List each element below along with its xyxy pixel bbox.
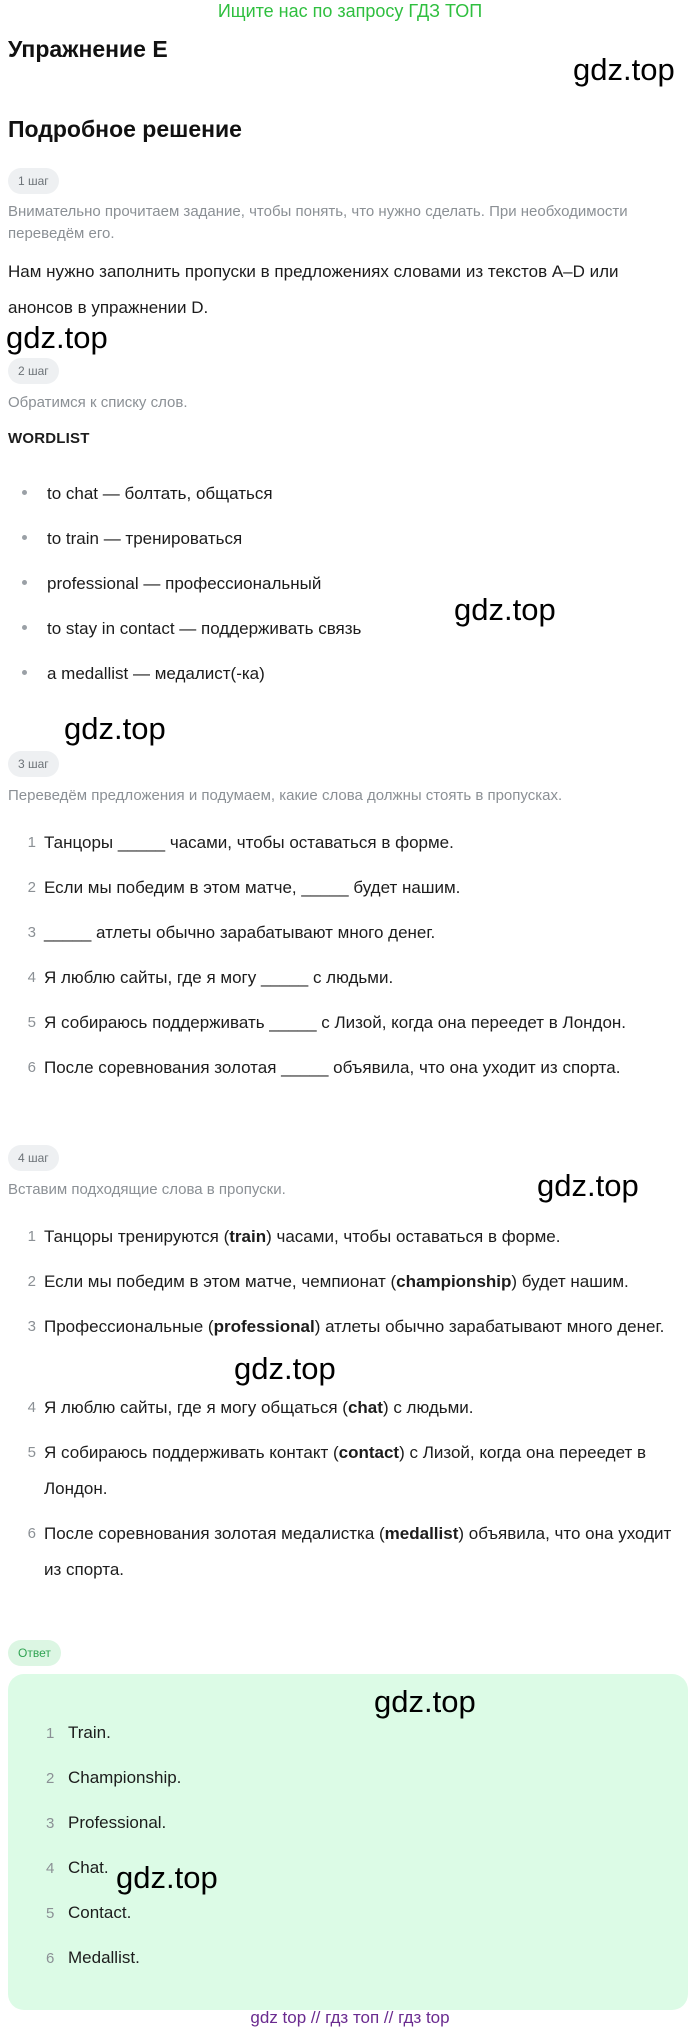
step-3-note: Переведём предложения и подумаем, какие слова должны стоять в пропусках. <box>8 787 563 804</box>
page-title: Упражнение E <box>8 36 168 62</box>
list-item: 1 Танцоры тренируются (train) часами, чтобы оставаться в форме. <box>27 1227 561 1246</box>
step-badge-1: 1 шаг <box>8 168 59 194</box>
answer-badge: Ответ <box>8 1640 61 1666</box>
bullet-icon <box>22 490 27 495</box>
list-item: 5 Я собираюсь поддерживать контакт (contact) с Лизой, когда она переедет в Лондон. <box>27 1443 647 1498</box>
wordlist-title: WORDLIST <box>8 430 90 447</box>
list-item: 2 Если мы победим в этом матче, _____ будет нашим. <box>27 878 461 897</box>
list-item: 5 Я собираюсь поддерживать _____ с Лизой, когда она переедет в Лондон. <box>27 1013 627 1032</box>
watermark: gdz.top <box>116 1860 218 1895</box>
bullet-icon <box>22 580 27 585</box>
wordlist-item: a medallist — медалист(-ка) <box>22 662 265 686</box>
step-1-note: Внимательно прочитаем задание, чтобы понять, что нужно сделать. При необходимости переведём его. <box>8 203 628 242</box>
list-item: 6 После соревнования золотая медалистка (medallist) объявила, что она уходит из спорта. <box>27 1524 672 1579</box>
step-badge-3: 3 шаг <box>8 751 59 777</box>
watermark: gdz.top <box>374 1684 476 1719</box>
answer-item: 5 Contact. <box>46 1903 132 1922</box>
wordlist-item: to stay in contact — поддерживать связь <box>22 617 361 641</box>
answer-item: 1 Train. <box>46 1723 111 1742</box>
wordlist-item: to train — тренироваться <box>22 527 242 551</box>
watermark: gdz.top <box>234 1351 336 1386</box>
list-item: 1 Танцоры _____ часами, чтобы оставаться в форме. <box>27 833 454 852</box>
wordlist-item: to chat — болтать, общаться <box>22 482 273 506</box>
step-2-note: Обратимся к списку слов. <box>8 394 188 411</box>
answer-item: 6 Medallist. <box>46 1948 140 1967</box>
wordlist-item: professional — профессиональный <box>22 572 321 596</box>
list-item: 2 Если мы победим в этом матче, чемпионат (championship) будет нашим. <box>27 1272 629 1291</box>
bullet-icon <box>22 670 27 675</box>
watermark: gdz.top <box>6 320 108 355</box>
list-item: 4 Я люблю сайты, где я могу общаться (chat) с людьми. <box>27 1398 474 1417</box>
watermark: gdz.top <box>573 52 675 87</box>
list-item: 4 Я люблю сайты, где я могу _____ с людьми. <box>27 968 394 987</box>
answer-item: 3 Professional. <box>46 1813 167 1832</box>
bullet-icon <box>22 625 27 630</box>
list-item: 6 После соревнования золотая _____ объявила, что она уходит из спорта. <box>27 1058 621 1077</box>
step-badge-2: 2 шаг <box>8 358 59 384</box>
step-4-note: Вставим подходящие слова в пропуски. <box>8 1181 286 1198</box>
section-title: Подробное решение <box>8 116 242 142</box>
footer-links[interactable]: gdz top // гдз топ // гдз top <box>250 2008 450 2027</box>
step-badge-4: 4 шаг <box>8 1145 59 1171</box>
answer-item: 2 Championship. <box>46 1768 182 1787</box>
watermark: gdz.top <box>64 711 166 746</box>
top-banner: Ищите нас по запросу ГДЗ ТОП <box>217 1 483 21</box>
watermark: gdz.top <box>454 592 556 627</box>
step-1-text: Нам нужно заполнить пропуски в предложениях словами из текстов A–D или анонсов в упражнении D. <box>8 262 619 317</box>
watermark: gdz.top <box>537 1168 639 1203</box>
bullet-icon <box>22 535 27 540</box>
list-item: 3 Профессиональные (professional) атлеты обычно зарабатывают много денег. <box>27 1317 665 1336</box>
answer-item: 4 Chat. <box>46 1858 109 1877</box>
list-item: 3 _____ атлеты обычно зарабатывают много денег. <box>27 923 436 942</box>
